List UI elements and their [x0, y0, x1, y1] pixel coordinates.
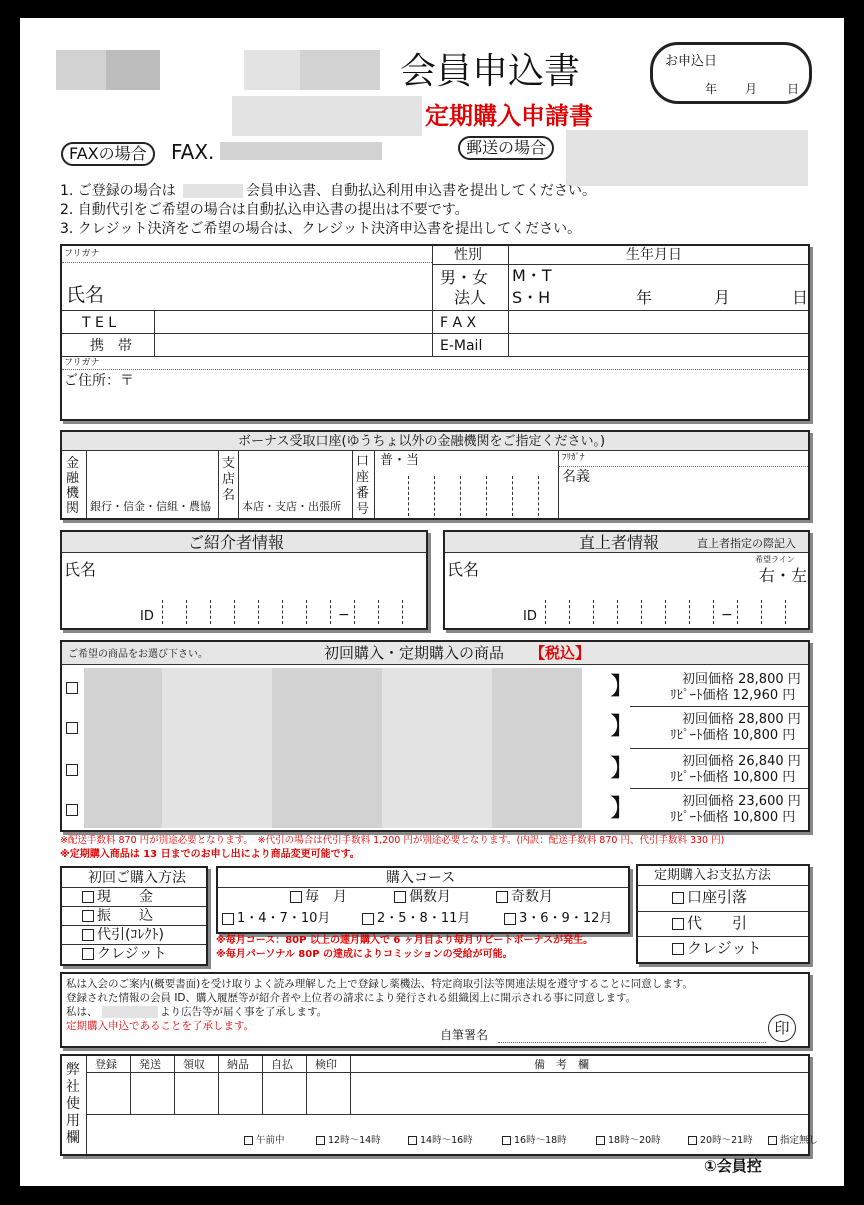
method-option[interactable]: 振 込: [82, 909, 153, 923]
note-3: 3. クレジット決済をご希望の場合は、クレジット決済申込書を提出してください。: [60, 221, 582, 237]
mobile-label: 携 帯: [90, 338, 132, 354]
product-row[interactable]: 】 初回価格 23,600 円 ﾘﾋﾟｰﾄ価格 10,800 円: [62, 792, 808, 830]
date-month: 月: [745, 82, 758, 96]
delivery-time-option[interactable]: 12時～14時: [316, 1136, 381, 1146]
product-checkbox[interactable]: [66, 682, 78, 694]
redaction: [183, 184, 243, 198]
email-label: E-Mail: [440, 338, 483, 354]
applicant-section: [60, 244, 810, 421]
agreement-line-4: 定期購入申込であることを了承します。: [66, 1020, 255, 1032]
branch-label: 支店名: [222, 456, 236, 503]
upline-id-field[interactable]: [541, 598, 803, 626]
repeat-price: ﾘﾋﾟｰﾄ価格 12,960 円: [670, 688, 796, 703]
product-row[interactable]: 】 初回価格 28,800 円 ﾘﾋﾟｰﾄ価格 12,960 円: [62, 670, 808, 708]
agreement-line-3a: 私は、: [66, 1006, 98, 1018]
note-1b: 会員申込書、自動払込利用申込書を提出してください。: [246, 183, 596, 199]
product-checkbox[interactable]: [66, 764, 78, 776]
name-label: 氏名: [66, 284, 105, 306]
redaction: [106, 50, 160, 90]
course-monthly[interactable]: 毎 月: [290, 890, 347, 904]
line-preference-label: 希望ライン: [755, 555, 795, 564]
mail-label: 郵送の場合: [458, 136, 554, 160]
date-label: お申込日: [665, 54, 718, 69]
redaction: [56, 50, 106, 90]
pay-option[interactable]: 代 引: [672, 916, 747, 931]
form-subtitle: 定期購入申請書: [425, 102, 593, 130]
fax-field-label: F A X: [440, 315, 477, 331]
products-tax: 【税込】: [530, 644, 591, 662]
products-title: 初回購入・定期購入の商品: [324, 644, 505, 662]
email-field[interactable]: [509, 334, 807, 356]
account-number-field[interactable]: [375, 472, 557, 517]
agreement-line-1: 私は入会のご案内(概要書面)を受け取りよく読み理解した上で登録し薬機法、特定商取引法等関連法規を遵守することに同意します。: [66, 978, 693, 990]
upline-id-label: ID: [523, 609, 537, 624]
redaction: [220, 142, 382, 160]
fee-note-2: ※定期購入商品は 13 日までのお申し出により商品変更可能です。: [60, 849, 360, 860]
tel-field[interactable]: [155, 311, 431, 333]
course-title: 購入コース: [386, 870, 456, 886]
first-price: 初回価格 28,800 円: [682, 712, 801, 727]
introducer-title: ご紹介者情報: [188, 533, 285, 552]
delivery-time-option[interactable]: 20時～21時: [688, 1136, 753, 1146]
introducer-id-field[interactable]: [158, 598, 422, 626]
pay-option[interactable]: クレジット: [672, 941, 762, 956]
branch-types: 本店・支店・出張所: [242, 500, 341, 513]
holder-label: 名義: [562, 469, 590, 485]
office-col: 自払: [271, 1058, 293, 1071]
course-m1[interactable]: 1・4・7・10月: [222, 912, 330, 925]
upline-name-field[interactable]: [485, 556, 747, 596]
first-purchase-method-section: [60, 866, 208, 966]
product-checkbox[interactable]: [66, 722, 78, 734]
product-row[interactable]: 】 初回価格 26,840 円 ﾘﾋﾟｰﾄ価格 10,800 円: [62, 752, 808, 790]
seal-mark: 印: [768, 1014, 796, 1042]
remarks-field[interactable]: [352, 1074, 806, 1112]
tel-label: T E L: [82, 315, 117, 331]
upline-section: 直上者情報 直上者指定の際記入 氏名 希望ライン 右・左 ID −: [443, 530, 810, 630]
redaction: [566, 130, 808, 186]
gender-corporation[interactable]: 法人: [454, 288, 487, 307]
fax-field[interactable]: [509, 311, 807, 333]
birth-month: 月: [714, 288, 731, 307]
fax-prefix: FAX.: [171, 140, 215, 164]
application-form: [20, 18, 844, 1186]
course-rule-2: ※毎月パーソナル 80P の達成によりコミッションの受給が可能。: [216, 949, 513, 960]
products-hint: ご希望の商品をお選び下さい。: [68, 649, 208, 660]
date-day: 日: [787, 82, 800, 96]
course-rule-1: ※毎月コース：80P 以上の連月購入で 6 ヶ月目より毎月リピートボーナスが発生。: [216, 935, 594, 946]
payment-method-section: [636, 864, 810, 964]
repeat-price: ﾘﾋﾟｰﾄ価格 10,800 円: [670, 770, 796, 785]
introducer-name-label: 氏名: [64, 560, 97, 579]
birth-year: 年: [636, 288, 653, 307]
note-1a: 1. ご登録の場合は: [60, 183, 176, 199]
agreement-section: [60, 972, 810, 1048]
fax-label: FAXの場合: [61, 142, 155, 166]
first-method-title: 初回ご購入方法: [88, 870, 186, 886]
office-use-label: 弊社使用欄: [66, 1062, 80, 1146]
holder-furigana-label: ﾌﾘｶﾞﾅ: [562, 453, 585, 463]
signature-field[interactable]: [498, 1018, 766, 1042]
products-section: [60, 640, 810, 832]
pay-method-title: 定期購入お支払方法: [654, 868, 772, 883]
bank-title: ボーナス受取口座(ゆうちょ以外の金融機関をご指定ください。): [238, 434, 606, 449]
first-price: 初回価格 23,600 円: [682, 794, 801, 809]
delivery-time-option[interactable]: 14時～16時: [408, 1136, 473, 1146]
delivery-time-option[interactable]: 16時～18時: [502, 1136, 567, 1146]
agreement-line-3b: より広告等が届く事を了承します。: [160, 1006, 328, 1018]
furigana-label: フリガナ: [64, 249, 100, 259]
course-section: [216, 866, 630, 934]
redaction: [244, 50, 300, 90]
upline-note: 直上者指定の際記入: [697, 537, 796, 550]
address-label[interactable]: ご住所：〒: [64, 373, 134, 389]
office-use-section: [60, 1054, 819, 1156]
application-date-box[interactable]: [650, 42, 812, 104]
gender-options[interactable]: 男・女: [440, 268, 489, 287]
account-type[interactable]: 普・当: [380, 453, 420, 468]
course-even-months[interactable]: 偶数月: [394, 890, 451, 904]
signature-label: 自筆署名: [440, 1028, 489, 1042]
product-checkbox[interactable]: [66, 804, 78, 816]
delivery-time-option[interactable]: 18時～20時: [596, 1136, 661, 1146]
agreement-line-2: 登録された情報の会員 ID、購入履歴等が紹介者や上位者の請求により発行される組織図上に開示される事に同意します。: [66, 992, 637, 1004]
mobile-field[interactable]: [155, 334, 431, 356]
course-m2[interactable]: 2・5・8・11月: [362, 912, 470, 925]
fee-note-1: ※配送手数料 870 円が別途必要となります。 ※代引の場合は代引手数料 1,200 円が別途必要となります。(内訳：配送手数料 870 円、代引手数料 330 円): [60, 835, 725, 846]
delivery-time-option[interactable]: 指定無し: [768, 1136, 818, 1146]
first-price: 初回価格 26,840 円: [682, 754, 801, 769]
institution-label: 金融機関: [66, 456, 80, 516]
repeat-price: ﾘﾋﾟｰﾄ価格 10,800 円: [670, 810, 796, 825]
bank-section: [60, 430, 810, 520]
office-col: 検印: [315, 1058, 337, 1071]
introducer-name-field[interactable]: [102, 556, 422, 596]
upline-name-label: 氏名: [447, 560, 480, 579]
office-col: 納品: [227, 1058, 249, 1071]
office-col: 登録: [95, 1058, 117, 1071]
address-furigana-label: フリガナ: [64, 358, 100, 368]
form-title: 会員申込書: [400, 51, 581, 92]
institution-types: 銀行・信金・信組・農協: [90, 500, 211, 513]
redaction: [102, 1006, 158, 1018]
note-2: 2. 自動代引をご希望の場合は自動払込申込書の提出は不要です。: [60, 202, 469, 218]
redaction: [232, 96, 422, 136]
name-field[interactable]: [62, 262, 432, 310]
product-row[interactable]: 】 初回価格 28,800 円 ﾘﾋﾟｰﾄ価格 10,800 円: [62, 710, 808, 748]
repeat-price: ﾘﾋﾟｰﾄ価格 10,800 円: [670, 728, 796, 743]
delivery-time-option[interactable]: 午前中: [244, 1136, 285, 1146]
gender-header: 性別: [454, 247, 482, 263]
method-option[interactable]: 代引(ｺﾚｸﾄ): [82, 928, 164, 942]
course-m3[interactable]: 3・6・9・12月: [504, 912, 612, 925]
birth-header: 生年月日: [626, 247, 682, 263]
redaction: [300, 50, 380, 90]
era-sh[interactable]: S・H: [512, 288, 551, 307]
pay-option[interactable]: 口座引落: [672, 890, 747, 905]
birth-day: 日: [792, 288, 809, 307]
first-price: 初回価格 28,800 円: [682, 672, 801, 687]
office-col: 領収: [183, 1058, 205, 1071]
upline-title: 直上者情報: [579, 533, 660, 552]
method-option[interactable]: 現 金: [82, 890, 153, 904]
introducer-id-label: ID: [140, 609, 154, 624]
copy-label: ①会員控: [704, 1157, 762, 1175]
holder-field[interactable]: [559, 468, 807, 517]
course-odd-months[interactable]: 奇数月: [496, 890, 553, 904]
account-number-label: 口座番号: [356, 454, 370, 517]
remarks-label: 備 考 欄: [534, 1058, 589, 1071]
era-mt[interactable]: M・T: [512, 266, 552, 285]
method-option[interactable]: クレジット: [82, 947, 167, 961]
introducer-section: ご紹介者情報 氏名 ID −: [60, 530, 428, 630]
line-preference-options[interactable]: 右・左: [759, 566, 808, 585]
office-col: 発送: [139, 1058, 161, 1071]
date-year: 年: [705, 82, 718, 96]
